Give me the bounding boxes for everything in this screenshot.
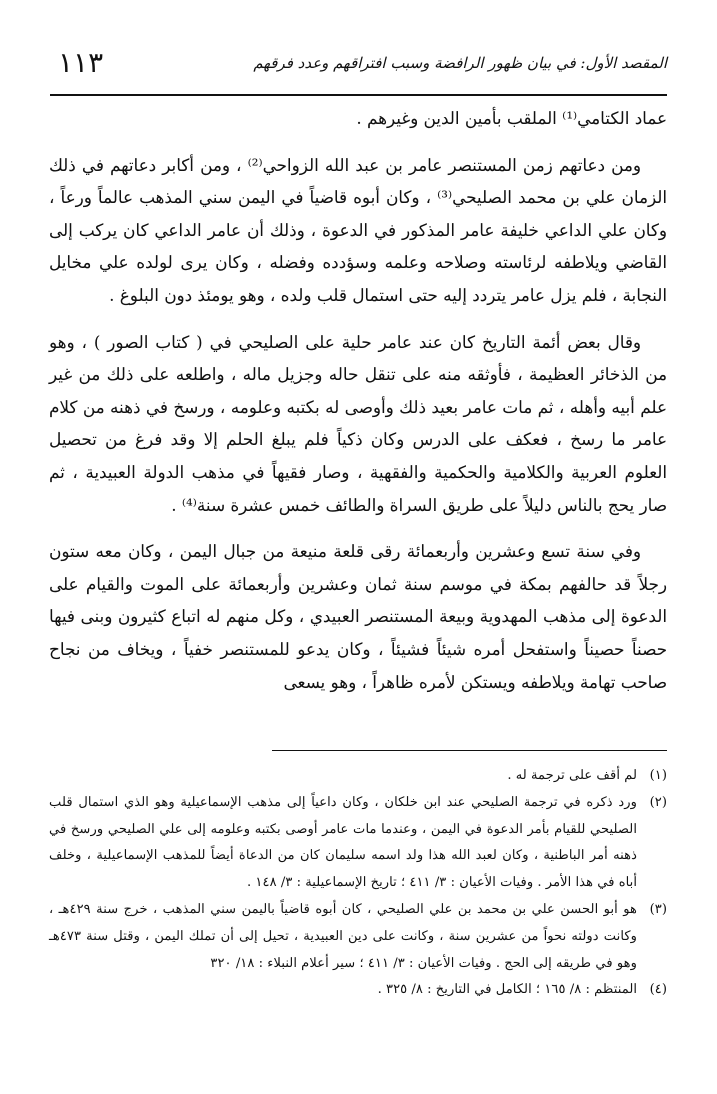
footnote-number: (٢) (649, 794, 667, 810)
paragraph-2: ومن دعاتهم زمن المستنصر عامر بن عبد الله الزواحي⁽²⁾ ، ومن أكابر دعاتهم في ذلك الزمان علي بن محمد الصليحي⁽³⁾ ، وكان أبوه قاضياً في اليمن سني المذهب عالماً ورعاً ، وكان علي الداعي خليفة عامر المذكور في الدعوة ، وذلك أن عامر الداعي كان يركب إلى القاضي ويلاطفه لرئاسته وصلاحه وعلمه وسؤدده وفضله ، وكان يرى لولده علي مخايل النجابة ، فلم يزل عامر يتردد إليه حتى استمال قلب ولده ، وهو يومئذ دون البلوغ . (49, 154, 667, 305)
footnote-number: (١) (649, 768, 667, 783)
footnote-text: المنتظم : ٨/ ١٦٥ ؛ الكامل في التاريخ : ٨/ ٣٢٥ . (377, 982, 637, 998)
footnote-divider (272, 750, 667, 751)
footnote-1 (49, 763, 667, 790)
header-title: المقصد الأول: في بيان ظهور الرافضة وسبب افتراقهم وعدد فرقهم (253, 54, 667, 72)
footnote-2 (49, 790, 667, 897)
header-divider (50, 94, 667, 96)
page-number: ١١٣ (58, 46, 104, 79)
footnote-3 (49, 897, 667, 977)
footnotes (49, 763, 667, 1004)
paragraph-1: عماد الكتامي⁽¹⁾ الملقب بأمين الدين وغيرهم . (356, 108, 667, 128)
footnote-text: لم أقف على ترجمة له . (507, 768, 637, 783)
footnote-number: (٣) (649, 901, 667, 917)
footnote-text: ورد ذكره في ترجمة الصليحي عند ابن خلكان ، وكان داعياً إلى مذهب الإسماعيلية وهو الذي استمال قلب الصليحي للقيام بأمر الدعوة في اليمن ، وعندما مات عامر أوصى بكتبه وعلومه إلى علي الصليحي ورسخ في ذهنه أمر الباطنية ، وكان لعبد الله هذا ولد اسمه سليمان كان من الدعاة أيضاً للمذهب الإسماعيلية ، وخلف أباه في هذا الأمر . وفيات الأعيان : ٣/ ٤١١ ؛ تاريخ الإسماعيلية : ٣/ ١٤٨ . (49, 794, 637, 891)
running-header (50, 42, 667, 94)
paragraph-4: وفي سنة تسع وعشرين وأربعمائة رقى قلعة منيعة من جبال اليمن ، وكان معه ستون رجلاً قد حالفهم بمكة في موسم سنة ثمان وعشرين وأربعمائة على الموت والقيام على الدعوة إلى مذهب المهدوية وبيعة المستنصر العبيدي ، وكل منهم له اتباع كثيرون وبنى فيها حصناً حصيناً واستفحل أمره شيئاً فشيئاً ، وكان يدعو للمستنصر خفياً ، ويخاف من نجاح صاحب تهامة ويلاطفه ويستكن لأمره ظاهراً ، وهو يسعى (49, 541, 667, 692)
footnote-4 (49, 977, 667, 1004)
footnote-number: (٤) (649, 982, 667, 998)
paragraph-3: وقال بعض أئمة التاريخ كان عند عامر حلية على الصليحي في ( كتاب الصور ) ، وهو من الذخائر العظيمة ، فأوثقه منه على تنقل حاله وجزيل ماله ، واطلعه على ذلك من غير علم أبيه وأهله ، ثم مات عامر بعيد ذلك وأوصى له بكتبه وعلومه ، ورسخ في ذهنه من كلام عامر ما رسخ ، فعكف على الدرس وكان ذكياً فلم يبلغ الحلم إلا وقد فرغ من تحصيل العلوم العربية والكلامية والحكمية والفقهية ، وصار فقيهاً في مذهب الدولة العبيدية ، ثم صار يحج بالناس دليلاً على طريق السراة والطائف خمس عشرة سنة⁽⁴⁾ . (49, 331, 667, 515)
footnote-text: هو أبو الحسن علي بن محمد بن علي الصليحي ، كان أبوه قاضياً باليمن سني المذهب ، خرج سنة ٤٢٩هـ ، وكانت دولته نحواً من عشرين سنة ، وكانت على دين العبيدية ، تحيل إلى أن تملك اليمن ، وقتل سنة ٤٧٣هـ وهو في طريقه إلى الحج . وفيات الأعيان : ٣/ ٤١١ ؛ سير أعلام النبلاء : ١٨/ ٣٢٠ (49, 901, 637, 971)
main-text (49, 102, 667, 698)
